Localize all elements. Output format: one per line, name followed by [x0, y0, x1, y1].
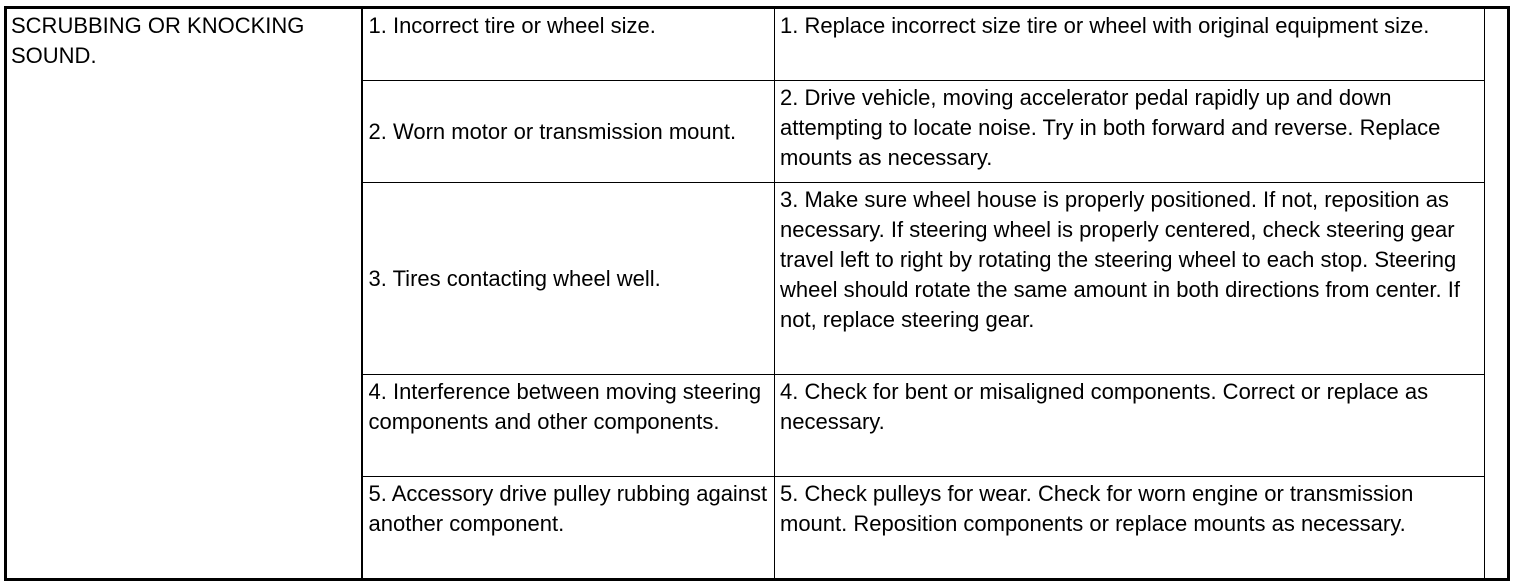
cause-cell: 4. Interference between moving steering components and other components.: [362, 375, 775, 477]
cause-cell: 3. Tires contacting wheel well.: [362, 183, 775, 375]
correction-cell: 3. Make sure wheel house is properly positioned. If not, reposition as necessary. If steering wheel is properly centered, check steering gear travel left to right by rotating the steering wheel to each stop. Steering wheel should rotate the same amount in both directions from center. If not, replace steering gear.: [775, 183, 1485, 375]
correction-cell: 4. Check for bent or misaligned components. Correct or replace as necessary.: [775, 375, 1485, 477]
cause-cell: 1. Incorrect tire or wheel size.: [362, 8, 775, 81]
correction-cell: 5. Check pulleys for wear. Check for worn engine or transmission mount. Reposition components or replace mounts as necessary.: [775, 477, 1485, 580]
correction-cell: 2. Drive vehicle, moving accelerator pedal rapidly up and down attempting to locate noise. Try in both forward and reverse. Replace mounts as necessary.: [775, 81, 1485, 183]
condition-cell: SCRUBBING OR KNOCKING SOUND.: [6, 8, 362, 580]
blank-column: [1485, 8, 1509, 580]
cause-cell: 5. Accessory drive pulley rubbing against another component.: [362, 477, 775, 580]
table-row: [6, 8, 1509, 81]
cause-cell: 2. Worn motor or transmission mount.: [362, 81, 775, 183]
correction-cell: 1. Replace incorrect size tire or wheel with original equipment size.: [775, 8, 1485, 81]
diagnosis-table: [4, 6, 1510, 581]
